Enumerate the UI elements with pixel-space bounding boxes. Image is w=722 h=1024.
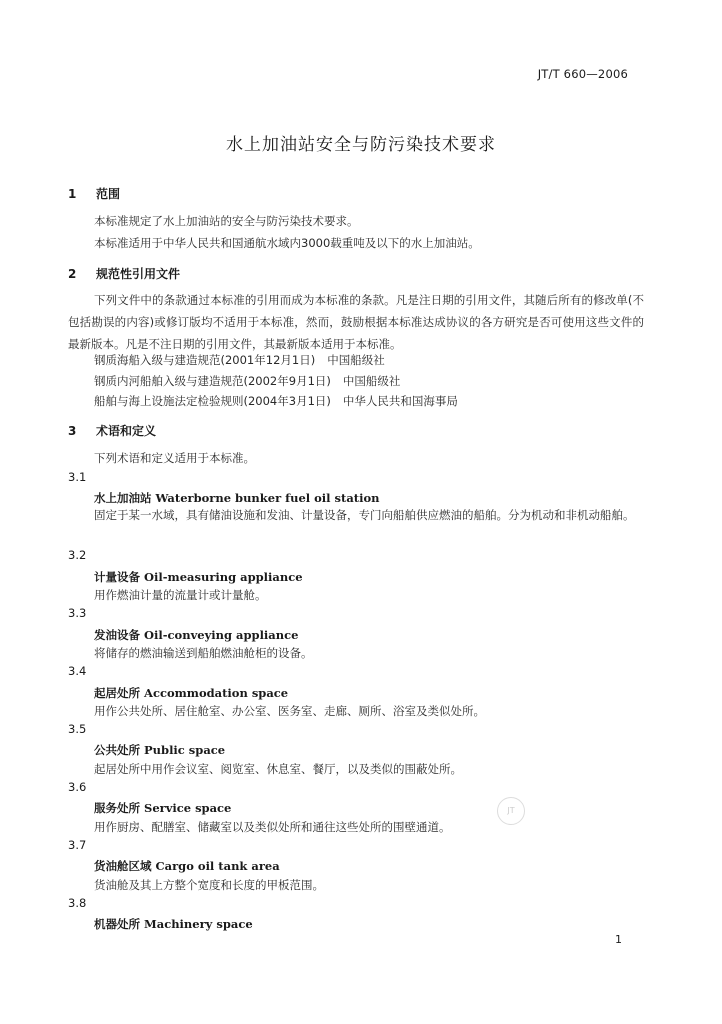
term-number: 3.3	[68, 606, 87, 620]
section-number: 1	[68, 187, 77, 201]
section-title: 术语和定义	[96, 424, 157, 438]
term-number: 3.7	[68, 838, 87, 852]
term-en: Cargo oil tank area	[155, 859, 280, 873]
section-number: 3	[68, 424, 77, 438]
reference-title: 钢质内河船舶入级与建造规范(2002年9月1日)	[94, 374, 331, 388]
term-number: 3.1	[68, 470, 87, 484]
section-1-line-1: 本标准规定了水上加油站的安全与防污染技术要求。	[94, 214, 359, 228]
section-3-heading	[68, 422, 156, 439]
term-en: Public space	[144, 743, 226, 757]
page-number: 1	[615, 933, 622, 946]
reference-title: 船舶与海上设施法定检验规则(2004年3月1日)	[94, 394, 331, 408]
term-number: 3.6	[68, 780, 87, 794]
term-en: Waterborne bunker fuel oil station	[155, 491, 380, 505]
term-definition: 用作公共处所、居住舱室、办公室、医务室、走廊、厕所、浴室及类似处所。	[94, 704, 485, 718]
term-number: 3.5	[68, 722, 87, 736]
section-1-heading	[68, 185, 120, 202]
term-definition: 将储存的燃油输送到船舶燃油舱柜的设备。	[94, 646, 313, 660]
term-heading	[94, 742, 225, 758]
section-title: 范围	[96, 187, 121, 201]
term-heading	[94, 858, 280, 874]
term-heading	[94, 916, 253, 932]
term-definition: 用作厨房、配膳室、储藏室以及类似处所和通往这些处所的围壁通道。	[94, 820, 451, 834]
section-3-intro: 下列术语和定义适用于本标准。	[94, 451, 255, 465]
section-2-heading	[68, 265, 180, 282]
term-definition: 货油舱及其上方整个宽度和长度的甲板范围。	[94, 878, 324, 892]
term-en: Accommodation space	[144, 686, 289, 700]
term-number: 3.2	[68, 548, 87, 562]
reference-org: 中国船级社	[327, 353, 385, 367]
term-en: Machinery space	[144, 917, 253, 931]
section-2-paragraph: 下列文件中的条款通过本标准的引用而成为本标准的条款。凡是注日期的引用文件，其随后所有的修改单(不包括勘误的内容)或修订版均不适用于本标准，然而，鼓励根据本标准达成协议的各方研究是否可使用这些文件的最新版本。凡是不注日期的引用文件，其最新版本适用于本标准。	[68, 293, 644, 351]
term-number: 3.8	[68, 896, 87, 910]
term-en: Oil-measuring appliance	[144, 570, 303, 584]
reference-org: 中国船级社	[342, 374, 401, 388]
reference-org: 中华人民共和国海事局	[342, 394, 458, 408]
reference-title: 钢质海船入级与建造规范(2001年12月1日)	[94, 353, 316, 367]
term-heading	[94, 685, 288, 701]
term-definition: 用作燃油计量的流量计或计量舱。	[94, 588, 267, 602]
term-zh: 发油设备	[94, 628, 140, 642]
document-title: 水上加油站安全与防污染技术要求	[226, 135, 496, 155]
reference-2	[94, 373, 400, 389]
term-definition: 起居处所中用作会议室、阅览室、休息室、餐厅，以及类似的围蔽处所。	[94, 762, 462, 776]
reference-3	[94, 393, 458, 409]
watermark-stamp: JT	[497, 797, 525, 825]
section-title: 规范性引用文件	[96, 267, 181, 281]
term-heading	[94, 627, 298, 643]
term-number: 3.4	[68, 664, 87, 678]
term-zh: 水上加油站	[94, 491, 152, 505]
term-zh: 计量设备	[94, 570, 140, 584]
term-zh: 机器处所	[94, 917, 140, 931]
standard-code: JT/T 660—2006	[537, 67, 628, 81]
reference-1	[94, 352, 385, 368]
term-definition: 固定于某一水域，具有储油设施和发油、计量设备，专门向船舶供应燃油的船舶。分为机动和非机动船舶。	[94, 508, 635, 522]
section-number: 2	[68, 267, 77, 281]
term-heading	[94, 569, 303, 585]
term-heading	[94, 800, 231, 816]
term-en: Service space	[144, 801, 232, 815]
term-zh: 公共处所	[94, 743, 140, 757]
term-en: Oil-conveying appliance	[144, 628, 299, 642]
term-zh: 起居处所	[94, 686, 140, 700]
term-zh: 货油舱区域	[94, 859, 152, 873]
section-1-line-2: 本标准适用于中华人民共和国通航水域内3000载重吨及以下的水上加油站。	[94, 236, 480, 250]
term-zh: 服务处所	[94, 801, 140, 815]
